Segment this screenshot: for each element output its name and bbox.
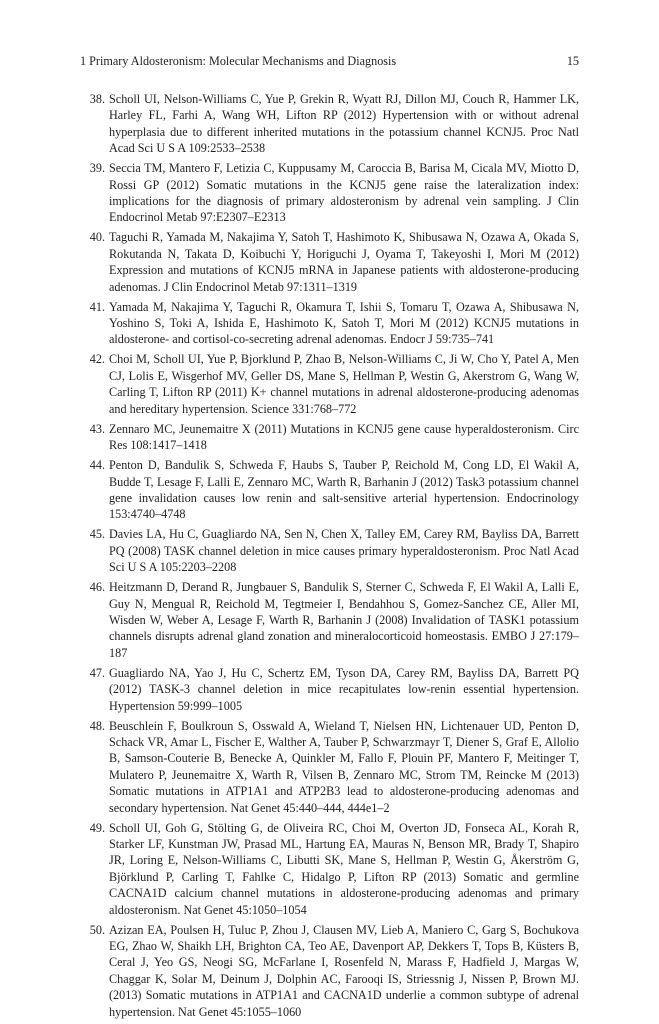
- reference-text: Davies LA, Hu C, Guagliardo NA, Sen N, Chen X, Talley EM, Carey RM, Bayliss DA, Barrett PQ (2008) TASK channel deletion in mice causes primary hyperaldosteronism. Proc Natl Acad Sci U S A 105:2203–2208: [109, 527, 579, 575]
- reference-item: [80, 457, 579, 523]
- reference-item: [80, 299, 579, 348]
- reference-item: [80, 922, 579, 1020]
- reference-item: [80, 526, 579, 575]
- reference-number: 47.: [89, 665, 105, 680]
- reference-text: Seccia TM, Mantero F, Letizia C, Kuppusamy M, Caroccia B, Barisa M, Cicala MV, Miotto D, Rossi GP (2012) Somatic mutations in the KCNJ5 gene raise the lateralization index: implications for the diagnosis of primary aldosteronism by adrenal vein sampling. J Clin Endocrinol Metab 97:E2307–E2313: [109, 161, 579, 225]
- reference-item: [80, 351, 579, 417]
- reference-number: 44.: [89, 458, 105, 473]
- reference-text: Scholl UI, Nelson-Williams C, Yue P, Grekin R, Wyatt RJ, Dillon MJ, Couch R, Hammer LK, Harley FL, Farhi A, Wang WH, Lifton RP (2012) Hypertension with or without adrenal hyperplasia due to different inherited mutations in the potassium channel KCNJ5. Proc Natl Acad Sci U S A 109:2533–2538: [109, 92, 579, 156]
- reference-text: Choi M, Scholl UI, Yue P, Bjorklund P, Zhao B, Nelson-Williams C, Ji W, Cho Y, Patel A, Men CJ, Lolis E, Wisgerhof MV, Geller DS, Mane S, Hellman P, Westin G, Akerstrom G, Wang W, Carling T, Lifton RP (2011) K+ channel mutations in adrenal aldosterone-producing adenomas and hereditary hypertension. Science 331:768–772: [109, 352, 579, 416]
- reference-item: [80, 91, 579, 157]
- reference-item: [80, 579, 579, 661]
- reference-item: [80, 718, 579, 816]
- reference-number: 39.: [89, 161, 105, 176]
- reference-item: [80, 820, 579, 918]
- reference-text: Yamada M, Nakajima Y, Taguchi R, Okamura T, Ishii S, Tomaru T, Ozawa A, Shibusawa N, Yoshino S, Toki A, Ishida E, Hashimoto K, Satoh T, Mori M (2012) KCNJ5 mutations in aldosterone- and cortisol-co-secreting adrenal adenomas. Endocr J 59:735–741: [109, 299, 579, 347]
- reference-text: Azizan EA, Poulsen H, Tuluc P, Zhou J, Clausen MV, Lieb A, Maniero C, Garg S, Bochukova EG, Zhao W, Shaikh LH, Brighton CA, Teo AE, Davenport AP, Dekkers T, Tops B, Küsters B, Ceral J, Yeo GS, Neogi SG, McFarlane I, Rosenfeld N, Marass F, Hadfield J, Margas W, Chaggar K, Solar M, Deinum J, Dolphin AC, Farooqi IS, Striessnig J, Nissen P, Brown MJ. (2013) Somatic mutations in ATP1A1 and CACNA1D underlie a common subtype of adrenal hypertension. Nat Genet 45:1055–1060: [109, 922, 579, 1019]
- reference-number: 48.: [89, 718, 105, 733]
- reference-item: [80, 160, 579, 226]
- page-number: 15: [566, 54, 579, 68]
- reference-text: Beuschlein F, Boulkroun S, Osswald A, Wieland T, Nielsen HN, Lichtenauer UD, Penton D, Schack VR, Amar L, Fischer E, Walther A, Tauber P, Schwarzmayr T, Diener S, Graf E, Allolio B, Samson-Couterie B, Benecke A, Quinkler M, Fallo F, Plouin PF, Mantero F, Meitinger T, Mulatero P, Jeunemaitre X, Warth R, Vilsen B, Zennaro MC, Strom TM, Reincke M (2013) Somatic mutations in ATP1A1 and ATP2B3 lead to aldosterone-producing adenomas and secondary hypertension. Nat Genet 45:440–444, 444e1–2: [109, 718, 579, 815]
- reference-item: [80, 421, 579, 454]
- reference-text: Heitzmann D, Derand R, Jungbauer S, Bandulik S, Sterner C, Schweda F, El Wakil A, Lalli E, Guy N, Mengual R, Reichold M, Tegtmeier I, Bendahhou S, Gomez-Sanchez CE, Aller MI, Wisden W, Weber A, Lesage F, Warth R, Barhanin J (2008) Invalidation of TASK1 potassium channels disrupts adrenal gland zonation and mineralocorticoid homeostasis. EMBO J 27:179–187: [109, 580, 579, 660]
- reference-item: [80, 229, 579, 295]
- reference-number: 50.: [89, 922, 105, 937]
- reference-number: 45.: [89, 527, 105, 542]
- reference-number: 42.: [89, 352, 105, 367]
- reference-number: 40.: [89, 230, 105, 245]
- reference-number: 38.: [89, 92, 105, 106]
- reference-list: [80, 91, 579, 1024]
- reference-text: Scholl UI, Goh G, Stölting G, de Oliveira RC, Choi M, Overton JD, Fonseca AL, Korah R, Starker LF, Kunstman JW, Prasad ML, Hartung EA, Mauras N, Benson MR, Brady T, Shapiro JR, Loring E, Nelson-Williams C, Libutti SK, Mane S, Hellman P, Westin G, Åkerström G, Björklund P, Carling T, Fahlke C, Hidalgo P, Lifton RP (2013) Somatic and germline CACNA1D calcium channel mutations in aldosterone-producing adenomas and primary aldosteronism. Nat Genet 45:1050–1054: [109, 820, 579, 917]
- reference-item: [80, 665, 579, 714]
- reference-number: 46.: [89, 580, 105, 595]
- reference-number: 49.: [89, 820, 105, 835]
- reference-text: Taguchi R, Yamada M, Nakajima Y, Satoh T, Hashimoto K, Shibusawa N, Ozawa A, Okada S, Rokutanda N, Takata D, Koibuchi Y, Horiguchi J, Oyama T, Takeyoshi I, Mori M (2012) Expression and mutations of KCNJ5 mRNA in Japanese patients with aldosterone-producing adenomas. J Clin Endocrinol Metab 97:1311–1319: [109, 230, 579, 294]
- running-header: [80, 52, 579, 70]
- chapter-title: 1 Primary Aldosteronism: Molecular Mechanisms and Diagnosis: [80, 54, 397, 68]
- reference-text: Penton D, Bandulik S, Schweda F, Haubs S, Tauber P, Reichold M, Cong LD, El Wakil A, Budde T, Lesage F, Lalli E, Zennaro MC, Warth R, Barhanin J (2012) Task3 potassium channel gene invalidation causes low renin and salt-sensitive arterial hypertension. Endocrinology 153:4740–4748: [109, 458, 579, 522]
- reference-number: 43.: [89, 421, 105, 436]
- reference-number: 41.: [89, 299, 105, 314]
- reference-text: Guagliardo NA, Yao J, Hu C, Schertz EM, Tyson DA, Carey RM, Bayliss DA, Barrett PQ (2012) TASK-3 channel deletion in mice recapitulates low-renin essential hypertension. Hypertension 59:999–1005: [109, 665, 579, 713]
- reference-text: Zennaro MC, Jeunemaitre X (2011) Mutations in KCNJ5 gene cause hyperaldosteronism. Circ Res 108:1417–1418: [109, 421, 579, 453]
